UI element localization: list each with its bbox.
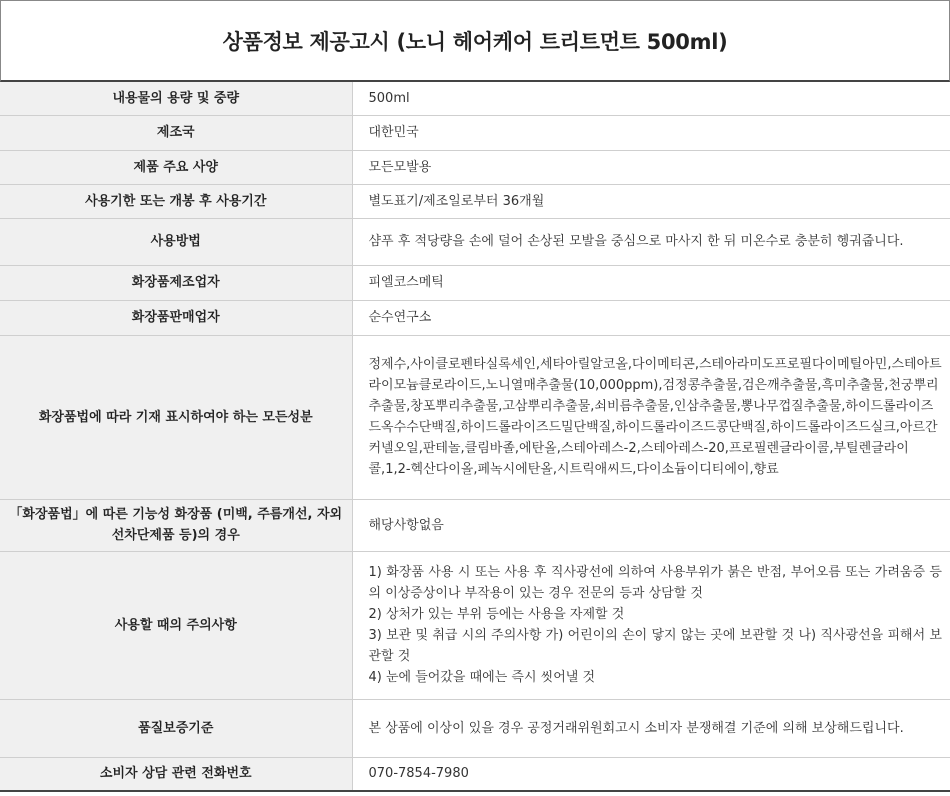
page-title: 상품정보 제공고시 (노니 헤어케어 트리트먼트 500ml) — [222, 29, 728, 54]
row-label: 제조국 — [0, 115, 352, 150]
table-row — [0, 300, 950, 335]
table-row — [0, 551, 950, 699]
row-label: 사용할 때의 주의사항 — [0, 551, 352, 699]
caution-item: 3) 보관 및 취급 시의 주의사항 가) 어린이의 손이 닿지 않는 곳에 보관할 것 나) 직사광선을 피해서 보관할 것 — [368, 628, 942, 664]
caution-list — [352, 551, 950, 699]
row-value: 500ml — [352, 82, 950, 115]
row-label: 「화장품법」에 따른 기능성 화장품 (미백, 주름개선, 자외선차단제품 등)의 경우 — [0, 499, 352, 551]
table-row — [0, 499, 950, 551]
row-label: 품질보증기준 — [0, 699, 352, 757]
row-label: 화장품제조업자 — [0, 265, 352, 300]
table-row — [0, 82, 950, 115]
row-label: 사용기한 또는 개봉 후 사용기간 — [0, 184, 352, 218]
row-label: 사용방법 — [0, 218, 352, 265]
table-row — [0, 699, 950, 757]
row-label: 화장품판매업자 — [0, 300, 352, 335]
row-value: 대한민국 — [352, 115, 950, 150]
table-row — [0, 218, 950, 265]
row-value: 순수연구소 — [352, 300, 950, 335]
caution-item: 1) 화장품 사용 시 또는 사용 후 직사광선에 의하여 사용부위가 붉은 반점, 부어오름 또는 가려움증 등의 이상증상이나 부작용이 있는 경우 전문의 등과 상담할 것 — [368, 565, 942, 601]
table-row — [0, 184, 950, 218]
table-row — [0, 115, 950, 150]
caution-item: 4) 눈에 들어갔을 때에는 즉시 씻어낼 것 — [368, 670, 596, 685]
table-row — [0, 150, 950, 184]
row-label: 소비자 상담 관련 전화번호 — [0, 757, 352, 791]
row-label: 화장품법에 따라 기재 표시하여야 하는 모든성분 — [0, 335, 352, 499]
row-value: 본 상품에 이상이 있을 경우 공정거래위원회고시 소비자 분쟁해결 기준에 의해 보상해드립니다. — [352, 699, 950, 757]
row-value: 샴푸 후 적당량을 손에 덜어 손상된 모발을 중심으로 마사지 한 뒤 미온수로 충분히 헹궈줍니다. — [352, 218, 950, 265]
caution-item: 2) 상처가 있는 부위 등에는 사용을 자제할 것 — [368, 607, 625, 622]
row-value: 해당사항없음 — [352, 499, 950, 551]
row-value: 별도표기/제조일로부터 36개월 — [352, 184, 950, 218]
info-table — [0, 82, 950, 792]
row-label: 제품 주요 사양 — [0, 150, 352, 184]
row-value: 정제수,사이클로펜타실록세인,세타아릴알코올,다이메티콘,스테아라미도프로필다이메틸아민,스테아트라이모늄클로라이드,노니열매추출물(10,000ppm),검정콩추출물,검은깨추출물,흑미추출물,천궁뿌리추출물,창포뿌리추출물,고삼뿌리추출물,쇠비름추출물,인삼추출물,뽕나무껍질추출물,하이드롤라이즈드옥수수단백질,하이드롤라이즈드밀단백질,하이드롤라이즈드콩단백질,하이드롤라이즈드실크,아르간커넬오일,판테놀,클림바졸,에탄올,스테아레스-2,스테아레스-20,프로필렌글라이콜,부틸렌글라이콜,1,2-헥산다이올,페녹시에탄올,시트릭애씨드,다이소듐이디티에이,향료 — [352, 335, 950, 499]
table-row — [0, 265, 950, 300]
table-row — [0, 335, 950, 499]
title-bar — [0, 0, 950, 82]
row-value: 모든모발용 — [352, 150, 950, 184]
row-value: 070-7854-7980 — [352, 757, 950, 791]
table-row — [0, 757, 950, 791]
row-label: 내용물의 용량 및 중량 — [0, 82, 352, 115]
row-value: 피엘코스메틱 — [352, 265, 950, 300]
